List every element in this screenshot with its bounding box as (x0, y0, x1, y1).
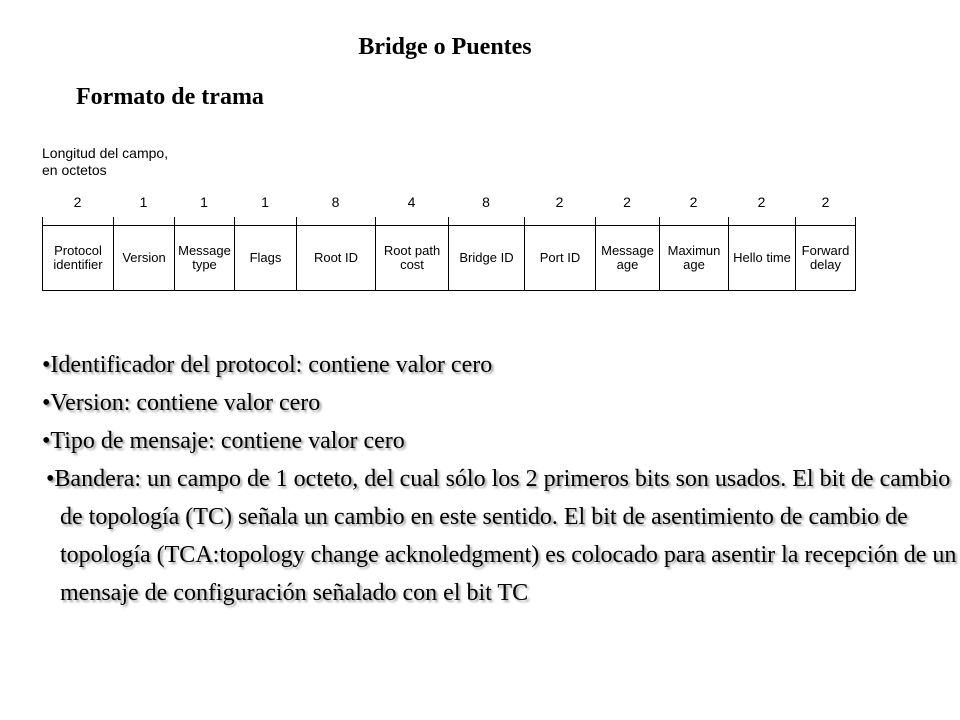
field-protocol-identifier (42, 191, 113, 291)
field-octets: 1 (261, 194, 269, 210)
field-octets: 2 (689, 194, 698, 210)
field-octets: 2 (73, 194, 82, 210)
field-octets: 2 (757, 194, 766, 210)
list-item: •Tipo de mensaje: contiene valor cero (42, 428, 405, 454)
field-octets: 2 (555, 194, 564, 210)
list-item: •Version: contiene valor cero (42, 390, 321, 416)
field-length-label-line1: Longitud del campo, (42, 145, 169, 161)
field-forward-delay (795, 191, 856, 291)
field-label: Protocol identifier (42, 225, 113, 291)
field-descriptions-list (42, 346, 957, 612)
field-label: Forward delay (795, 225, 856, 291)
field-message-type (174, 191, 234, 291)
field-octets: 1 (139, 194, 148, 210)
field-label: Version (113, 225, 174, 291)
field-label: Root path cost (375, 225, 448, 291)
field-length-label (42, 145, 168, 179)
field-version (113, 191, 174, 291)
field-label: Hello time (728, 225, 795, 291)
frame-format-diagram (42, 191, 856, 291)
field-flags (234, 191, 296, 291)
field-root-id (296, 191, 375, 291)
field-label: Flags (234, 225, 296, 291)
field-label: Bridge ID (448, 225, 524, 291)
field-label: Maximun age (659, 225, 728, 291)
field-message-age (595, 191, 659, 291)
field-octets: 8 (331, 194, 340, 210)
page-title: Bridge o Puentes (358, 34, 532, 60)
field-octets: 1 (200, 194, 208, 210)
field-hello-time (728, 191, 795, 291)
field-label: Message type (174, 225, 234, 291)
field-octets: 8 (482, 194, 490, 210)
section-subtitle: Formato de trama (76, 84, 264, 110)
list-item: •Bandera: un campo de 1 octeto, del cual sólo los 2 primeros bits son usados. El bit de cambio de topología (TC) señala un cambio en este sentido. El bit de asentimiento de cambio de topología (TCA:topology change acknoledgment) es colocado para asentir la recepción de un mensaje de configuración señalado con el bit TC (46, 466, 957, 606)
field-label: Message age (595, 225, 659, 291)
field-label: Root ID (296, 225, 375, 291)
field-maximun-age (659, 191, 728, 291)
field-root-path-cost (375, 191, 448, 291)
field-port-id (524, 191, 595, 291)
field-length-label-line2: en octetos (42, 162, 107, 178)
list-item: •Identificador del protocol: contiene valor cero (42, 352, 493, 378)
field-octets: 4 (407, 194, 416, 210)
field-bridge-id (448, 191, 524, 291)
field-label: Port ID (524, 225, 595, 291)
field-octets: 2 (623, 194, 631, 210)
field-octets: 2 (821, 194, 830, 210)
